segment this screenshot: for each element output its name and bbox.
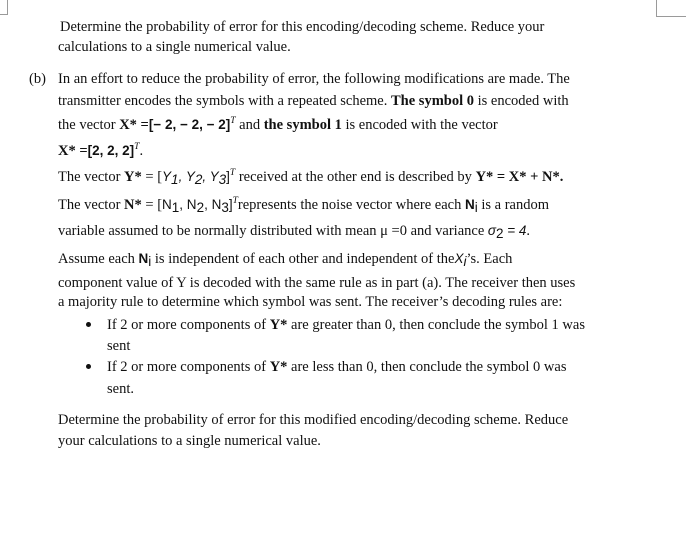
part-b-line-6: The vector $N* = [N_1$, $N_2$, $N_3]^Trepresents$ the noise vector where each $N_i$ is a random [58,196,550,215]
part-b-line-7: variable assumed to be normally distributed with mean μ =0 and variance $\sigma_2 = 4$. [58,223,530,241]
part-b-line-8: Assume each $N_i$ is independent of each other and independent of theX$_i$’s. Each [58,251,513,269]
part-b-label: (b) [29,71,46,87]
part-b-line-10: a majority rule to determine which symbol was sent. The receiver’s decoding rules are: [58,294,563,310]
part-b-line-4: X* =[2, 2, 2]$^T$. [58,142,144,159]
final-line-1: Determine the probability of error for this modified encoding/decoding scheme. Reduce [58,412,569,428]
part-b-line-5: The vector $Y* = [Y_1$, $Y_2$, $Y_3]^T$ received at the other end is described by Y* = X* + N*. [58,168,564,187]
intro-line-1: Determine the probability of error for this encoding/decoding scheme. Reduce your [60,19,545,35]
rule-2-line-2: sent. [107,381,134,397]
part-b-line-3: the vector X* =[− 2, − 2, − 2]$^T$ and the symbol 1 is encoded with the vector [58,116,498,133]
rule-1-line-2: sent [107,338,131,354]
part-b-line-2: transmitter encodes the symbols with a repeated scheme. The symbol 0 is encoded with [58,93,569,109]
part-b-line-1: In an effort to reduce the probability of error, the following modifications are made. The [58,71,570,87]
final-line-2: your calculations to a single numerical value. [58,433,321,449]
rule-2-line-1: If 2 or more components of Y* are less than 0, then conclude the symbol 0 was [107,359,567,375]
part-b-line-9: component value of Y is decoded with the same rule as in part (a). The receiver then uses [58,275,576,291]
symbol-0-vector: [− 2, − 2, − 2] [148,117,231,132]
rule-1-line-1: If 2 or more components of Y* are greater than 0, then conclude the symbol 1 was [107,317,585,333]
bullet-dot-1 [86,322,91,327]
page-corner-left [0,0,8,15]
page-corner-right [656,0,686,17]
intro-line-2: calculations to a single numerical value. [58,39,291,55]
bullet-dot-2 [86,364,91,369]
symbol-1-vector: [2, 2, 2] [87,143,135,158]
